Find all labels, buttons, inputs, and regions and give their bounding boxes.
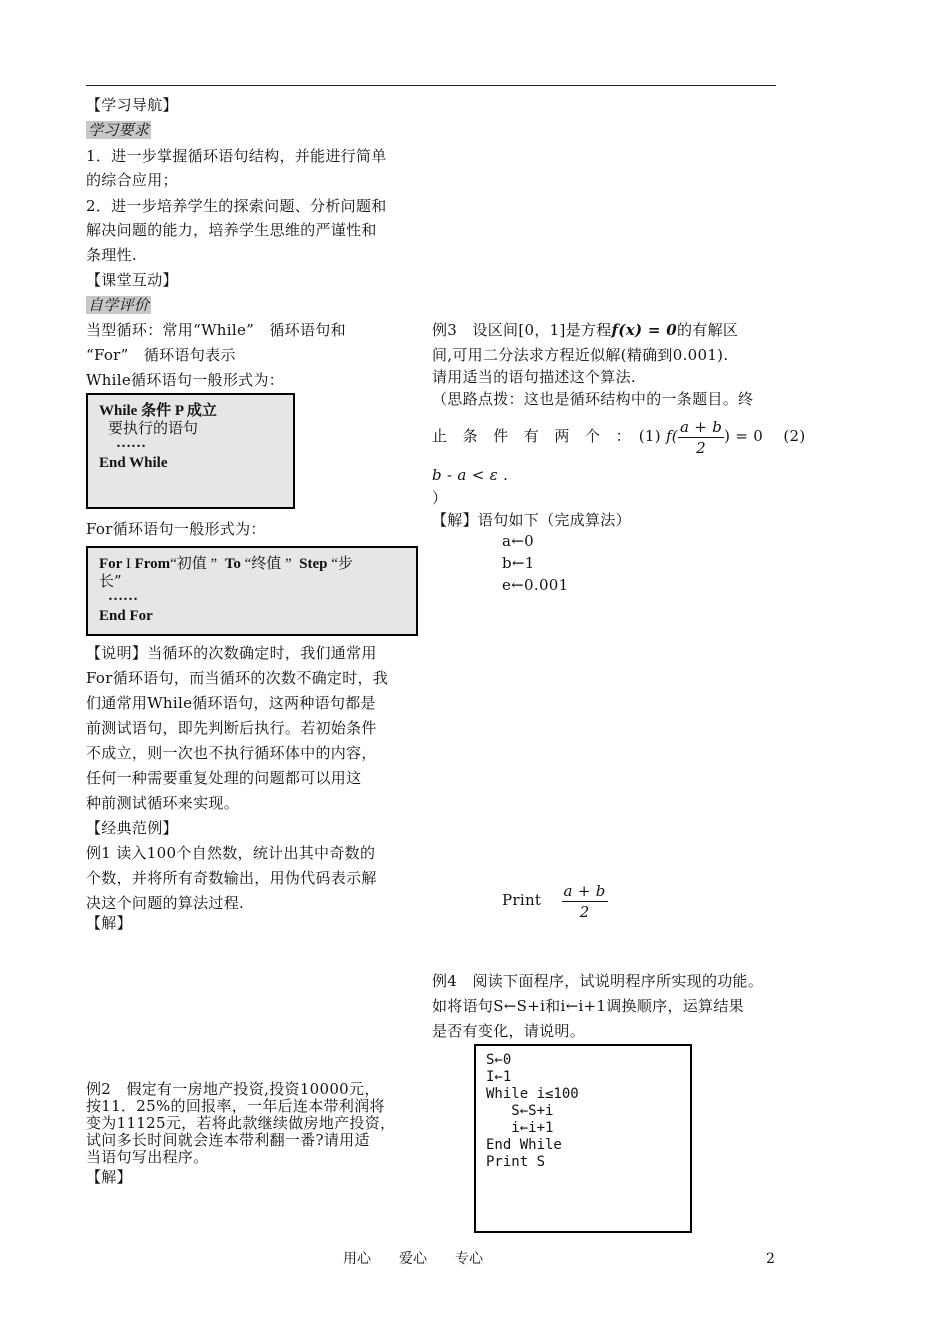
example1-solution-label: 【解】 xyxy=(86,914,132,932)
equation-fx: f(x) = 0 xyxy=(611,321,677,339)
section-heading-class: 【课堂互动】 xyxy=(86,271,178,289)
condition-2: b - a < ε . xyxy=(432,466,509,484)
explain-line-2: For循环语句，而当循环的次数不确定时，我 xyxy=(86,669,389,687)
for-line-1: For I From“初值 ” To “终值 ” Step “步 xyxy=(99,556,353,572)
explain-line-4: 前测试语句，即先判断后执行。若初始条件 xyxy=(86,719,377,737)
example1-line-2: 个数，并将所有奇数输出，用伪代码表示解 xyxy=(86,869,377,887)
explain-line-1: 【说明】当循环的次数确定时，我们通常用 xyxy=(86,644,377,662)
footer-motto: 用心 爱心 专心 xyxy=(343,1251,483,1267)
example3-close-paren: ） xyxy=(432,489,448,507)
subheading-self-eval: 自学评价 xyxy=(88,296,150,314)
example3-line-5: 止 条 件 有 两 个 ： (1) f( $\frac{a + b}{2}$ ) = 0 (2) xyxy=(432,417,806,457)
intro-line-2: “For” 循环语句表示 xyxy=(86,346,236,364)
example3-line-2: 间,可用二分法求方程近似解(精确到0.001). xyxy=(432,346,729,364)
while-line-4: End While xyxy=(99,455,168,471)
example2-solution-label: 【解】 xyxy=(86,1168,132,1186)
example2-line-5: 当语句写出程序。 xyxy=(86,1148,209,1166)
example1-line-1: 例1 读入100个自然数，统计出其中奇数的 xyxy=(86,844,376,862)
program-line: While i≤100 xyxy=(486,1086,579,1102)
subheading-requirements: 学习要求 xyxy=(88,121,150,139)
section-heading-examples: 【经典范例】 xyxy=(86,819,178,837)
program-line: End While xyxy=(486,1137,562,1153)
section-heading-nav: 【学习导航】 xyxy=(86,96,178,114)
program-line: I←1 xyxy=(486,1069,512,1085)
example3-line-4: （思路点拨：这也是循环结构中的一条题目。终 xyxy=(432,390,754,408)
for-line-3: …… xyxy=(108,588,138,604)
while-line-2: 要执行的语句 xyxy=(108,419,199,437)
while-title: While循环语句一般形式为： xyxy=(86,371,285,389)
while-line-3: …… xyxy=(116,435,146,451)
print-statement: Print $\frac{a + b}{2}$ xyxy=(502,881,606,921)
example2-line-3: 变为11125元，若将此款继续做房地产投资， xyxy=(86,1114,396,1132)
code-line-e: e←0.001 xyxy=(502,576,569,594)
while-syntax-box xyxy=(86,393,295,509)
example1-line-3: 决这个问题的算法过程. xyxy=(86,894,245,912)
print-fraction: $\frac{a + b}{2}$ xyxy=(563,881,606,921)
requirement-1: 1．进一步掌握循环语句结构，并能进行简单 xyxy=(86,147,387,165)
for-title: For循环语句一般形式为： xyxy=(86,520,266,538)
for-line-2: 长” xyxy=(99,572,122,590)
explain-line-5: 不成立，则一次也不执行循环体中的内容， xyxy=(86,744,377,762)
requirement-2: 2．进一步培养学生的探索问题、分析问题和 xyxy=(86,197,387,215)
example2-line-2: 按11．25%的回报率，一年后连本带利润将 xyxy=(86,1097,385,1115)
explain-line-7: 种前测试循环来实现。 xyxy=(86,794,240,812)
header-rule xyxy=(86,85,776,86)
program-line: S←S+i xyxy=(486,1103,554,1119)
example4-line-3: 是否有变化，请说明。 xyxy=(432,1022,586,1040)
example3-line-3: 请用适当的语句描述这个算法. xyxy=(432,368,636,386)
requirement-2-end: 条理性. xyxy=(86,246,137,264)
page-number: 2 xyxy=(766,1251,775,1267)
requirement-2-cont: 解决问题的能力，培养学生思维的严谨性和 xyxy=(86,221,377,239)
explain-line-6: 任何一种需要重复处理的问题都可以用这 xyxy=(86,769,362,787)
code-line-a: a←0 xyxy=(502,532,534,550)
solution-heading: 【解】语句如下（完成算法） xyxy=(432,511,631,529)
example2-line-1: 例2 假定有一房地产投资,投资10000元， xyxy=(86,1080,380,1098)
example3-line-1: 例3 设区间[0，1]是方程f(x) = 0的有解区 xyxy=(432,321,739,339)
intro-line-1: 当型循环：常用“While” 循环语句和 xyxy=(86,321,346,339)
while-line-1: While 条件 P 成立 xyxy=(99,403,217,419)
program-line: S←0 xyxy=(486,1052,512,1068)
example2-line-4: 试问多长时间就会连本带利翻一番?请用适 xyxy=(86,1131,370,1149)
fraction-a-plus-b-over-2: $\frac{a + b}{2}$ xyxy=(679,417,723,457)
code-line-b: b←1 xyxy=(502,554,535,572)
example4-line-1: 例4 阅读下面程序，试说明程序所实现的功能。 xyxy=(432,972,764,990)
program-box xyxy=(474,1044,692,1233)
example4-line-2: 如将语句S←S+i和i←i+1调换顺序，运算结果 xyxy=(432,997,744,1015)
requirement-1-cont: 的综合应用； xyxy=(86,171,178,189)
program-line: Print S xyxy=(486,1154,546,1170)
program-line: i←i+1 xyxy=(486,1120,554,1136)
explain-line-3: 们通常用While循环语句，这两种语句都是 xyxy=(86,694,376,712)
for-syntax-box xyxy=(86,546,418,636)
for-line-4: End For xyxy=(99,608,153,624)
